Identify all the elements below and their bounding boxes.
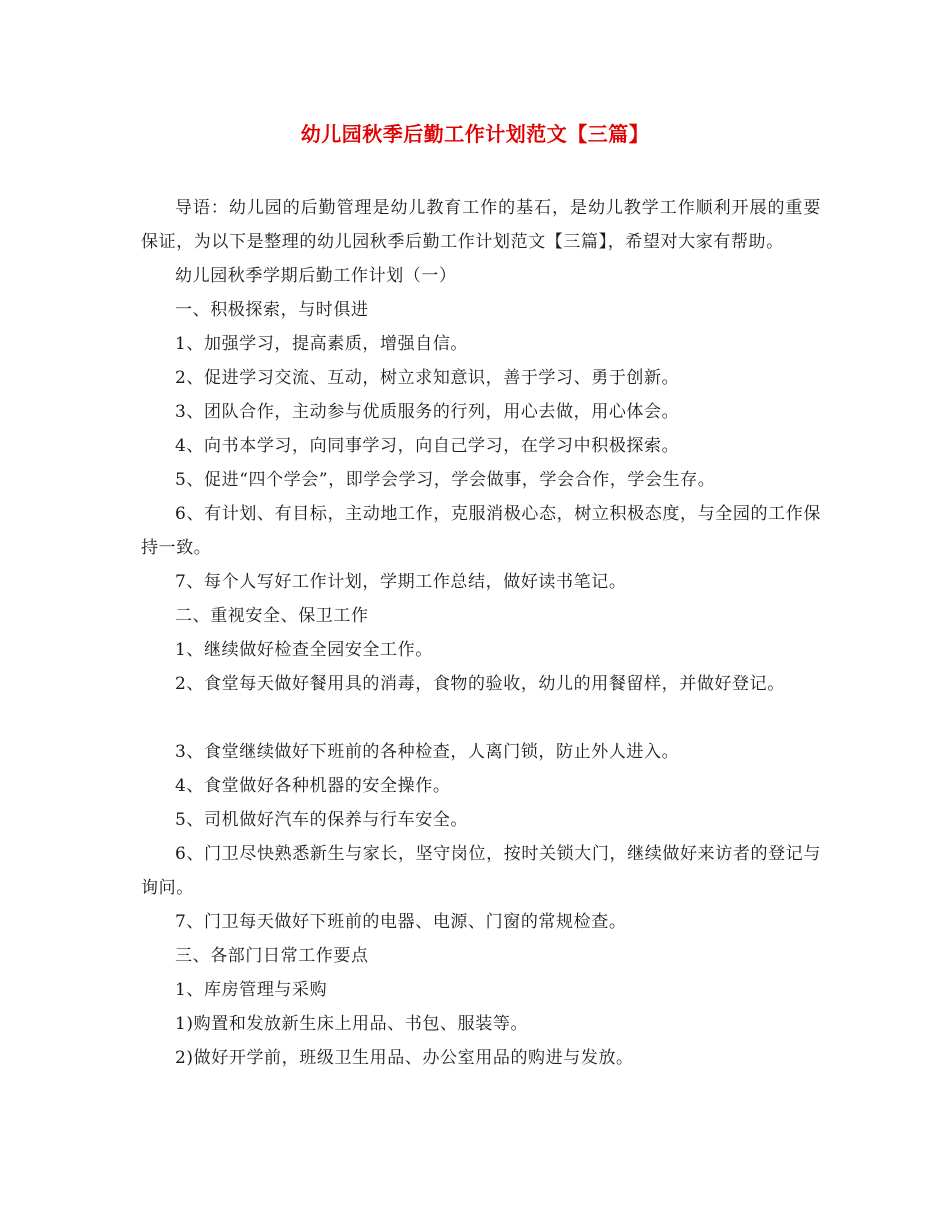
list-item: 3、团队合作，主动参与优质服务的行列，用心去做，用心体会。 [175, 402, 680, 422]
list-item: 7、每个人写好工作计划，学期工作总结，做好读书笔记。 [175, 572, 627, 592]
list-item: 5、司机做好汽车的保养与行车安全。 [175, 810, 469, 830]
section-heading: 三、各部门日常工作要点 [175, 946, 369, 966]
list-item: 2、食堂每天做好餐用具的消毒，食物的验收，幼儿的用餐留样，并做好登记。 [175, 674, 785, 694]
list-item: 1)购置和发放新生床上用品、书包、服装等。 [175, 1014, 529, 1034]
list-item: 1、继续做好检查全园安全工作。 [175, 640, 433, 660]
list-item: 5、促进“四个学会”，即学会学习，学会做事，学会合作，学会生存。 [175, 470, 716, 490]
subsection-heading: 1、库房管理与采购 [175, 980, 328, 1000]
list-item: 2)做好开学前，班级卫生用品、办公室用品的购进与发放。 [175, 1048, 634, 1068]
paragraph-gap [141, 701, 821, 735]
list-item: 3、食堂继续做好下班前的各种检查，人离门锁，防止外人进入。 [175, 742, 680, 762]
list-item: 2、促进学习交流、互动，树立求知意识，善于学习、勇于创新。 [175, 368, 680, 388]
document-title: 幼儿园秋季后勤工作计划范文【三篇】 [300, 122, 650, 146]
document-body [141, 191, 821, 1075]
list-item: 4、向书本学习，向同事学习，向自己学习，在学习中积极探索。 [175, 436, 680, 456]
list-item: 6、门卫尽快熟悉新生与家长，坚守岗位，按时关锁大门，继续做好来访者的登记与询问。 [141, 844, 821, 898]
list-item: 7、门卫每天做好下班前的电器、电源、门窗的常规检查。 [175, 912, 627, 932]
plan-heading: 幼儿园秋季学期后勤工作计划（一） [175, 266, 457, 286]
section-heading: 二、重视安全、保卫工作 [175, 606, 369, 626]
list-item: 4、食堂做好各种机器的安全操作。 [175, 776, 451, 796]
intro-paragraph: 导语：幼儿园的后勤管理是幼儿教育工作的基石，是幼儿教学工作顺利开展的重要保证，为以下是整理的幼儿园秋季后勤工作计划范文【三篇】，希望对大家有帮助。 [141, 198, 821, 252]
list-item: 1、加强学习，提高素质，增强自信。 [175, 334, 469, 354]
list-item: 6、有计划、有目标，主动地工作，克服消极心态，树立积极态度，与全园的工作保持一致。 [141, 504, 821, 558]
section-heading: 一、积极探索，与时俱进 [175, 300, 369, 320]
